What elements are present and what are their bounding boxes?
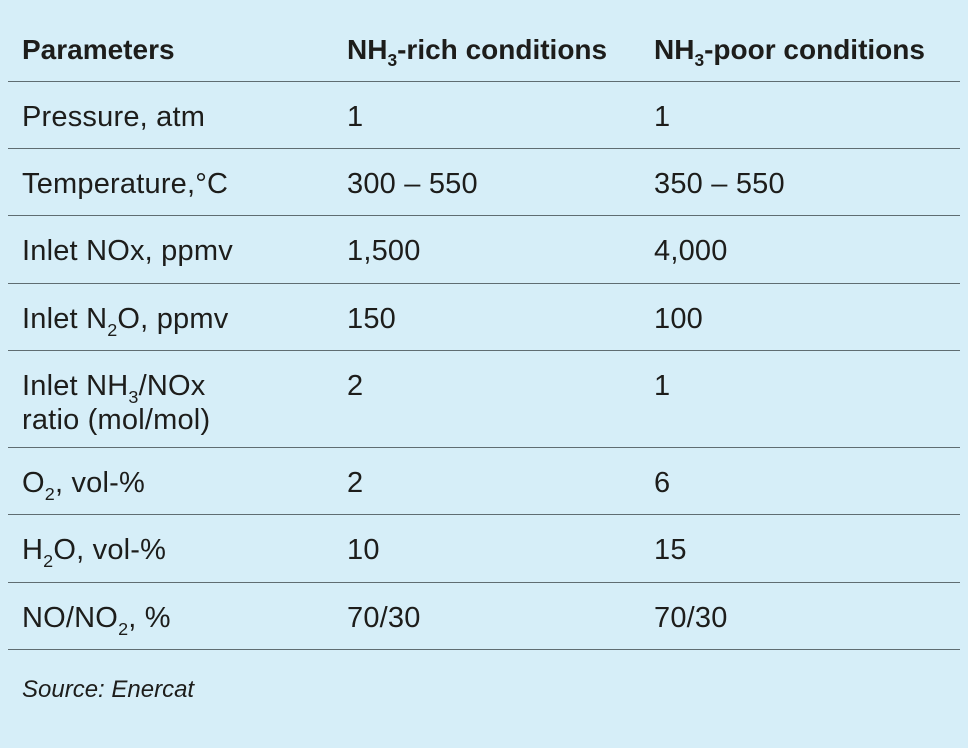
header-poor-subscript: 3: [694, 50, 705, 71]
rich-value: 2: [347, 370, 364, 402]
table-row-no-no2: [8, 583, 960, 650]
poor-value: 4,000: [654, 235, 728, 267]
table-row-inlet-nox: [8, 216, 960, 284]
param-label-subscript: 3: [128, 386, 139, 407]
table-row-inlet-nh3-nox-ratio: [8, 351, 960, 448]
poor-value: 1: [654, 370, 671, 402]
param-label: Pressure, atm: [22, 101, 206, 133]
poor-value: 350 – 550: [654, 168, 785, 200]
param-label: Inlet NOx, ppmv: [22, 235, 233, 267]
param-label: [8, 466, 334, 504]
header-rich-subscript: 3: [387, 50, 398, 71]
param-label-subscript: 2: [44, 483, 55, 504]
table-row-temperature: [8, 149, 960, 216]
poor-value: 70/30: [654, 602, 728, 634]
param-label-pre: NO/NO: [22, 602, 119, 634]
poor-value: 15: [654, 534, 687, 566]
param-label-post: , vol-%: [54, 467, 145, 499]
rich-value: 1,500: [347, 235, 421, 267]
param-label-post: /NOx: [138, 370, 206, 402]
param-label-post: O, ppmv: [117, 303, 229, 335]
header-poor-pre: NH: [654, 34, 695, 65]
param-label-pre: Inlet NH: [22, 370, 129, 402]
rich-value: 150: [347, 303, 396, 335]
param-label-subscript: 2: [118, 618, 129, 639]
param-label-subscript: 2: [107, 319, 118, 340]
param-label: [8, 533, 334, 571]
rich-value: 70/30: [347, 602, 421, 634]
rich-value: 10: [347, 534, 380, 566]
rich-value: 1: [347, 101, 364, 133]
param-label-line2: ratio (mol/mol): [22, 404, 211, 436]
header-rich-post: -rich conditions: [397, 34, 608, 65]
poor-value: 1: [654, 101, 671, 133]
source-note: Source: Enercat: [22, 676, 195, 703]
rich-value: 2: [347, 467, 364, 499]
poor-value: 100: [654, 303, 703, 335]
param-label-pre: H: [22, 534, 44, 566]
param-label-post: O, vol-%: [53, 534, 167, 566]
table-row-pressure: [8, 82, 960, 149]
param-label: [8, 601, 334, 639]
param-label-pre: Inlet N: [22, 303, 108, 335]
header-nh3-rich-conditions: [334, 33, 641, 71]
header-parameters: Parameters: [22, 34, 175, 65]
table-row-h2o: [8, 515, 960, 583]
param-label-pre: O: [22, 467, 45, 499]
param-label-post: , %: [128, 602, 171, 634]
param-label-subscript: 2: [43, 550, 54, 571]
param-label: Temperature,°C: [22, 168, 229, 200]
poor-value: 6: [654, 467, 671, 499]
header-rich-pre: NH: [347, 34, 388, 65]
param-label: [8, 302, 334, 340]
table-header-row: [8, 16, 960, 82]
table-row-o2: [8, 448, 960, 515]
rich-value: 300 – 550: [347, 168, 478, 200]
header-poor-post: -poor conditions: [704, 34, 925, 65]
header-nh3-poor-conditions: [641, 33, 960, 71]
param-label: [8, 369, 334, 437]
table-row-inlet-n2o: [8, 284, 960, 351]
